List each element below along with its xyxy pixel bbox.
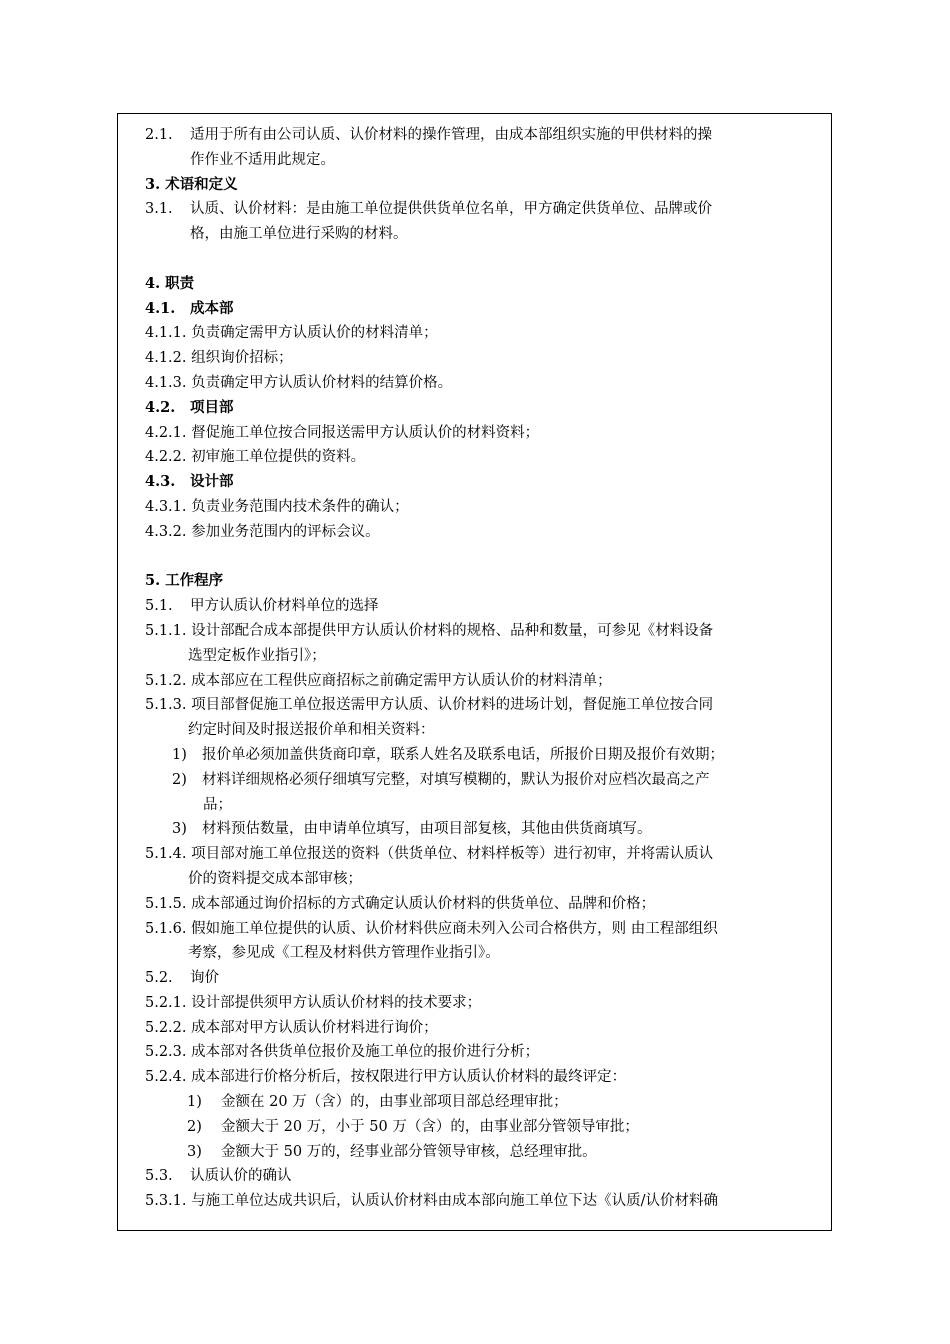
clause-5-1-1: 5.1.1. 设计部配合成本部提供甲方认质认价材料的规格、品种和数量，可参见《材料设备 bbox=[145, 622, 714, 639]
subsection-5-3 bbox=[145, 1164, 805, 1189]
clause-3-1-cont: 格，由施工单位进行采购的材料。 bbox=[190, 226, 408, 243]
clause-5-3-1: 5.3.1. 与施工单位达成共识后，认质认价材料由成本部向施工单位下达《认质/认价材料确 bbox=[145, 1193, 718, 1210]
subsection-number: 5.3. bbox=[145, 1168, 173, 1185]
clause-5-1-3-cont: 约定时间及时报送报价单和相关资料： bbox=[188, 722, 435, 739]
list-item bbox=[145, 743, 805, 768]
section-heading-5: 5. 工作程序 bbox=[145, 572, 224, 590]
list-text: 材料预估数量，由申请单位填写，由项目部复核，其他由供货商填写。 bbox=[202, 821, 652, 838]
list-number: 2) bbox=[187, 1118, 202, 1135]
list-number: 3) bbox=[172, 821, 187, 838]
clause-4-2-2: 4.2.2. 初审施工单位提供的资料。 bbox=[145, 449, 366, 466]
subsection-title: 项目部 bbox=[190, 398, 234, 416]
subsection-number: 5.1. bbox=[145, 598, 173, 615]
subsection-title: 认质认价的确认 bbox=[190, 1168, 292, 1185]
clause-5-1-4: 5.1.4. 项目部对施工单位报送的资料（供货单位、材料样板等）进行初审，并将需认质认 bbox=[145, 846, 714, 863]
clause-2-1-cont: 作作业不适用此规定。 bbox=[190, 151, 335, 168]
list-number: 3) bbox=[187, 1143, 202, 1160]
list-item bbox=[145, 1090, 805, 1115]
clause-text: 认质、认价材料：是由施工单位提供供货单位名单，甲方确定供货单位、品牌或价 bbox=[190, 201, 712, 218]
list-number: 1) bbox=[172, 746, 187, 763]
subsection-number: 4.3. bbox=[145, 473, 176, 491]
clause-5-2-2: 5.2.2. 成本部对甲方认质认价材料进行询价； bbox=[145, 1019, 438, 1036]
spacer bbox=[145, 545, 805, 570]
subsection-4-2 bbox=[145, 396, 805, 421]
clause-number: 2.1. bbox=[145, 127, 173, 143]
spacer bbox=[145, 247, 805, 272]
clause-2-1 bbox=[145, 123, 805, 148]
clause-3-1 bbox=[145, 197, 805, 222]
subsection-5-1 bbox=[145, 594, 805, 619]
subsection-title: 询价 bbox=[190, 970, 219, 987]
clause-5-1-1-cont: 选型定板作业指引》； bbox=[188, 647, 326, 664]
clause-5-2-1: 5.2.1. 设计部提供须甲方认质认价材料的技术要求； bbox=[145, 994, 482, 1011]
clause-5-1-6: 5.1.6. 假如施工单位提供的认质、认价材料供应商未列入公司合格供方，则 由工程部组织 bbox=[145, 920, 718, 937]
list-text: 报价单必须加盖供货商印章，联系人姓名及联系电话，所报价日期及报价有效期； bbox=[202, 746, 724, 763]
list-number: 2) bbox=[172, 771, 187, 788]
list-item bbox=[145, 1115, 805, 1140]
clause-5-1-6-cont: 考察，参见成《工程及材料供方管理作业指引》。 bbox=[188, 945, 500, 962]
subsection-number: 5.2. bbox=[145, 970, 173, 987]
list-item bbox=[145, 768, 805, 793]
list-number: 1) bbox=[187, 1094, 202, 1111]
clause-5-1-3: 5.1.3. 项目部督促施工单位报送需甲方认质、认价材料的进场计划，督促施工单位按合同 bbox=[145, 697, 714, 714]
section-heading-3: 3. 术语和定义 bbox=[145, 175, 238, 193]
clause-5-2-3: 5.2.3. 成本部对各供货单位报价及施工单位的报价进行分析； bbox=[145, 1044, 540, 1061]
list-text: 金额大于 20 万，小于 50 万（含）的，由事业部分管领导审批； bbox=[221, 1118, 639, 1135]
list-text: 材料详细规格必须仔细填写完整，对填写模糊的，默认为报价对应档次最高之产 bbox=[202, 771, 710, 788]
clause-5-1-4-cont: 价的资料提交成本部审核； bbox=[188, 870, 362, 887]
clause-4-1-1: 4.1.1. 负责确定需甲方认质认价的材料清单； bbox=[145, 325, 438, 342]
section-heading-4: 4. 职责 bbox=[145, 274, 195, 292]
list-item bbox=[145, 1140, 805, 1165]
subsection-4-3 bbox=[145, 470, 805, 495]
list-text: 金额在 20 万（含）的，由事业部项目部总经理审批； bbox=[221, 1094, 568, 1111]
subsection-4-1 bbox=[145, 297, 805, 322]
subsection-title: 甲方认质认价材料单位的选择 bbox=[190, 598, 379, 615]
subsection-title: 设计部 bbox=[190, 473, 234, 491]
clause-4-1-2: 4.1.2. 组织询价招标； bbox=[145, 350, 293, 367]
subsection-number: 4.1. bbox=[145, 299, 176, 317]
list-item bbox=[145, 817, 805, 842]
subsection-number: 4.2. bbox=[145, 398, 176, 416]
clause-5-1-2: 5.1.2. 成本部应在工程供应商招标之前确定需甲方认质认价的材料清单； bbox=[145, 672, 612, 689]
clause-4-2-1: 4.2.1. 督促施工单位按合同报送需甲方认质认价的材料资料； bbox=[145, 424, 540, 441]
clause-4-1-3: 4.1.3. 负责确定甲方认质认价材料的结算价格。 bbox=[145, 374, 453, 391]
clause-number: 3.1. bbox=[145, 201, 173, 218]
subsection-5-2 bbox=[145, 966, 805, 991]
clause-4-3-2: 4.3.2. 参加业务范围内的评标会议。 bbox=[145, 523, 380, 540]
clause-5-2-4: 5.2.4. 成本部进行价格分析后，按权限进行甲方认质认价材料的最终评定： bbox=[145, 1069, 627, 1086]
subsection-title: 成本部 bbox=[190, 299, 234, 317]
list-text: 金额大于 50 万的，经事业部分管领导审核，总经理审批。 bbox=[221, 1143, 597, 1160]
clause-text: 适用于所有由公司认质、认价材料的操作管理，由成本部组织实施的甲供材料的操 bbox=[190, 127, 712, 143]
clause-5-1-5: 5.1.5. 成本部通过询价招标的方式确定认质认价材料的供货单位、品牌和价格； bbox=[145, 895, 656, 912]
list-item-cont: 品； bbox=[203, 796, 232, 813]
clause-4-3-1: 4.3.1. 负责业务范围内技术条件的确认； bbox=[145, 498, 409, 515]
document-body bbox=[145, 123, 805, 1214]
